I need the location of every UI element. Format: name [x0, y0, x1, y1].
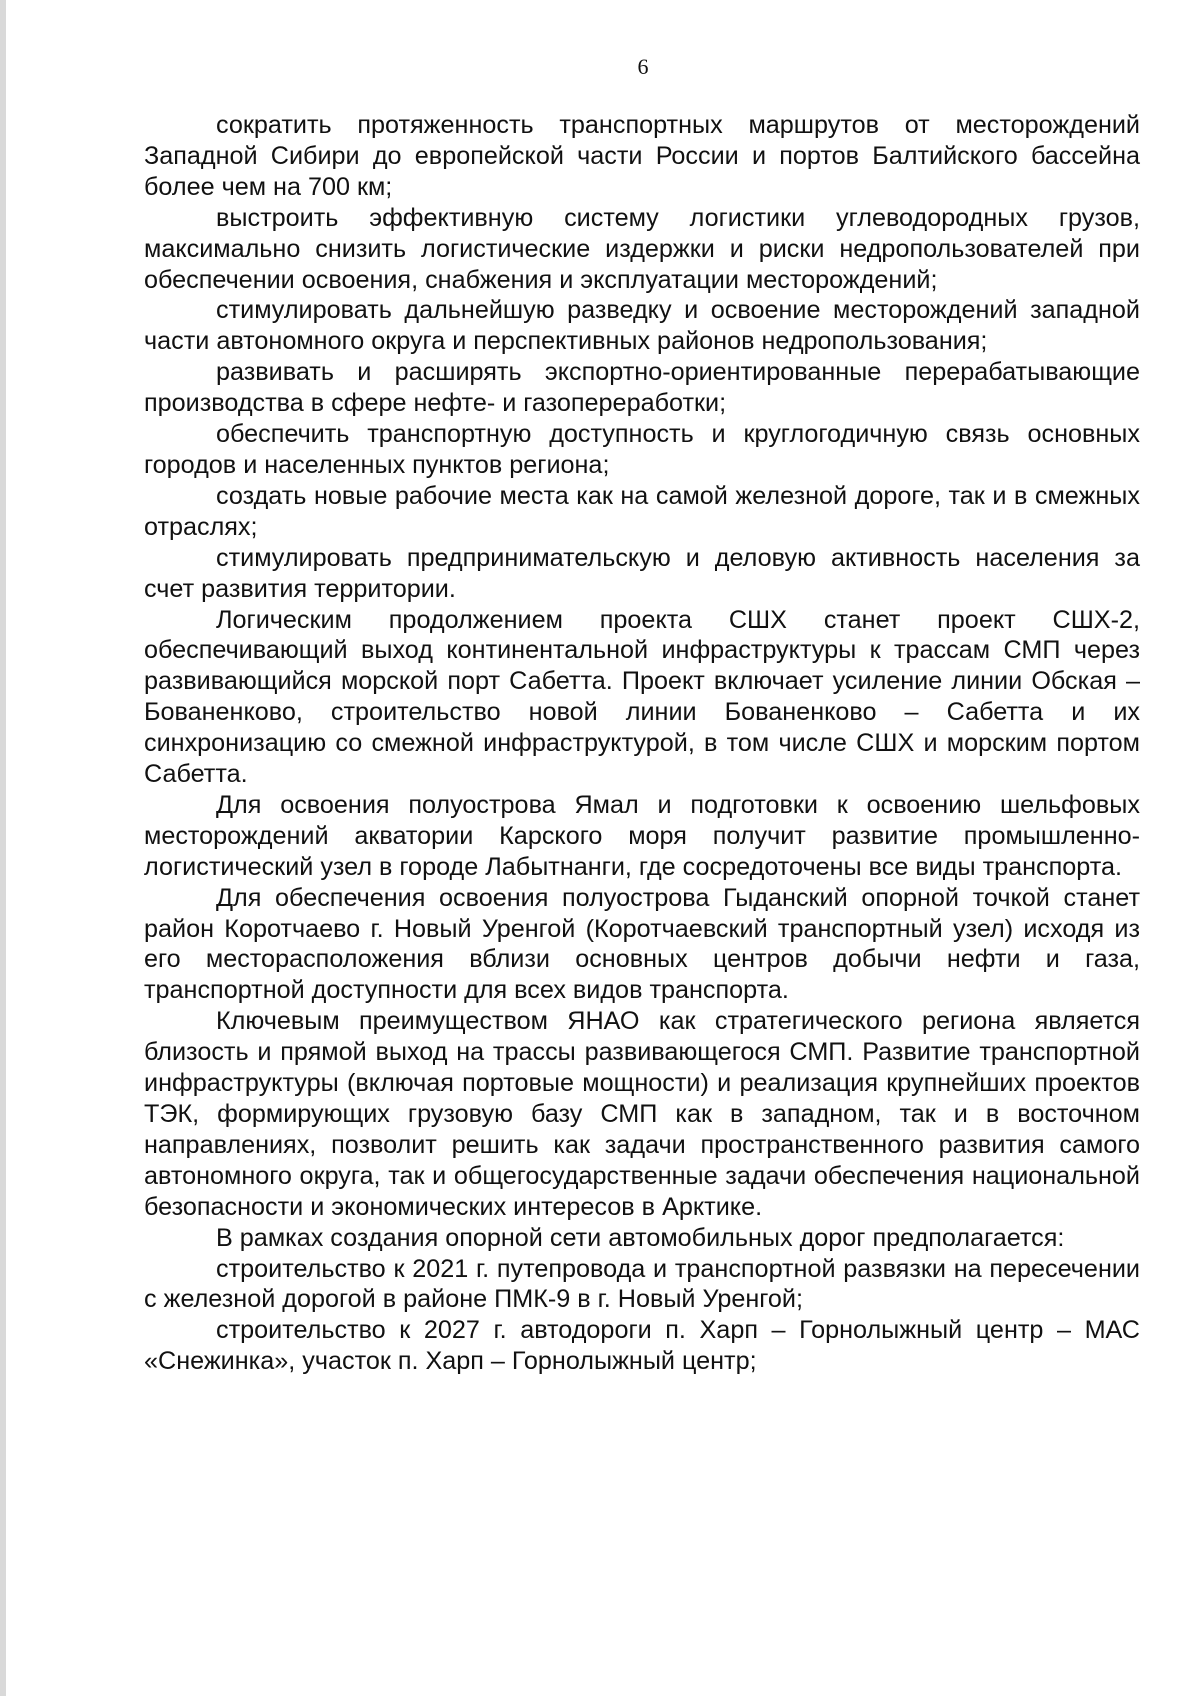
paragraph: стимулировать дальнейшую разведку и освоение месторождений западной части автономного округа и перспективных районов недропользования;	[144, 296, 1140, 356]
paragraph: строительство к 2027 г. автодороги п. Харп – Горнолыжный центр – МАС «Снежинка», участок п. Харп – Горнолыжный центр;	[144, 1316, 1140, 1376]
paragraph: В рамках создания опорной сети автомобильных дорог предполагается:	[216, 1223, 1065, 1252]
paragraph: строительство к 2021 г. путепровода и транспортной развязки на пересечении с железной дорогой в районе ПМК-9 в г. Новый Уренгой;	[144, 1254, 1140, 1314]
paragraph: Ключевым преимуществом ЯНАО как стратегического региона является близость и прямой выход на трассы развивающегося СМП. Развитие транспортной инфраструктуры (включая портовые мощности) и реализация крупнейших проектов ТЭК, формирующих грузовую базу СМП как в западном, так и в восточном направлениях, позволит решить как задачи пространственного развития самого автономного округа, так и общегосударственные задачи обеспечения национальной безопасности и экономических интересов в Арктике.	[144, 1007, 1140, 1221]
paragraph: обеспечить транспортную доступность и круглогодичную связь основных городов и населенных пунктов региона;	[144, 420, 1140, 479]
paragraph: Логическим продолжением проекта СШХ станет проект СШХ-2, обеспечивающий выход континентальной инфраструктуры к трассам СМП через развивающийся морской порт Сабетта. Проект включает усиление линии Обская – Бованенково, строительство новой линии Бованенково – Сабетта и их синхронизацию со смежной инфраструктурой, в том числе СШХ и морским портом Сабетта.	[144, 605, 1140, 789]
paragraph: Для освоения полуострова Ямал и подготовки к освоению шельфовых месторождений акватории Карского моря получит развитие промышленно-логистический узел в городе Лабытнанги, где сосредоточены все виды транспорта.	[144, 790, 1140, 881]
page-number: 6	[637, 54, 649, 79]
paragraph: создать новые рабочие места как на самой железной дороге, так и в смежных отраслях;	[144, 481, 1140, 541]
scan-edge	[0, 0, 6, 1696]
paragraph: стимулировать предпринимательскую и деловую активность населения за счет развития территории.	[144, 543, 1140, 603]
paragraph: Для обеспечения освоения полуострова Гыданский опорной точкой станет район Коротчаево г. Новый Уренгой (Коротчаевский транспортный узел) исходя из его месторасположения вблизи основных центров добычи нефти и газа, транспортной доступности для всех видов транспорта.	[144, 883, 1140, 1005]
paragraph: сократить протяженность транспортных маршрутов от месторождений Западной Сибири до европейской части России и портов Балтийского бассейна более чем на 700 км;	[144, 111, 1140, 201]
paragraph: развивать и расширять экспортно-ориентированные перерабатывающие производства в сфере нефте- и газопереработки;	[144, 358, 1140, 418]
paragraph: выстроить эффективную систему логистики углеводородных грузов, максимально снизить логистические издержки и риски недропользователей при обеспечении освоения, снабжения и эксплуатации месторождений;	[144, 203, 1140, 294]
body-text	[144, 110, 1140, 1377]
